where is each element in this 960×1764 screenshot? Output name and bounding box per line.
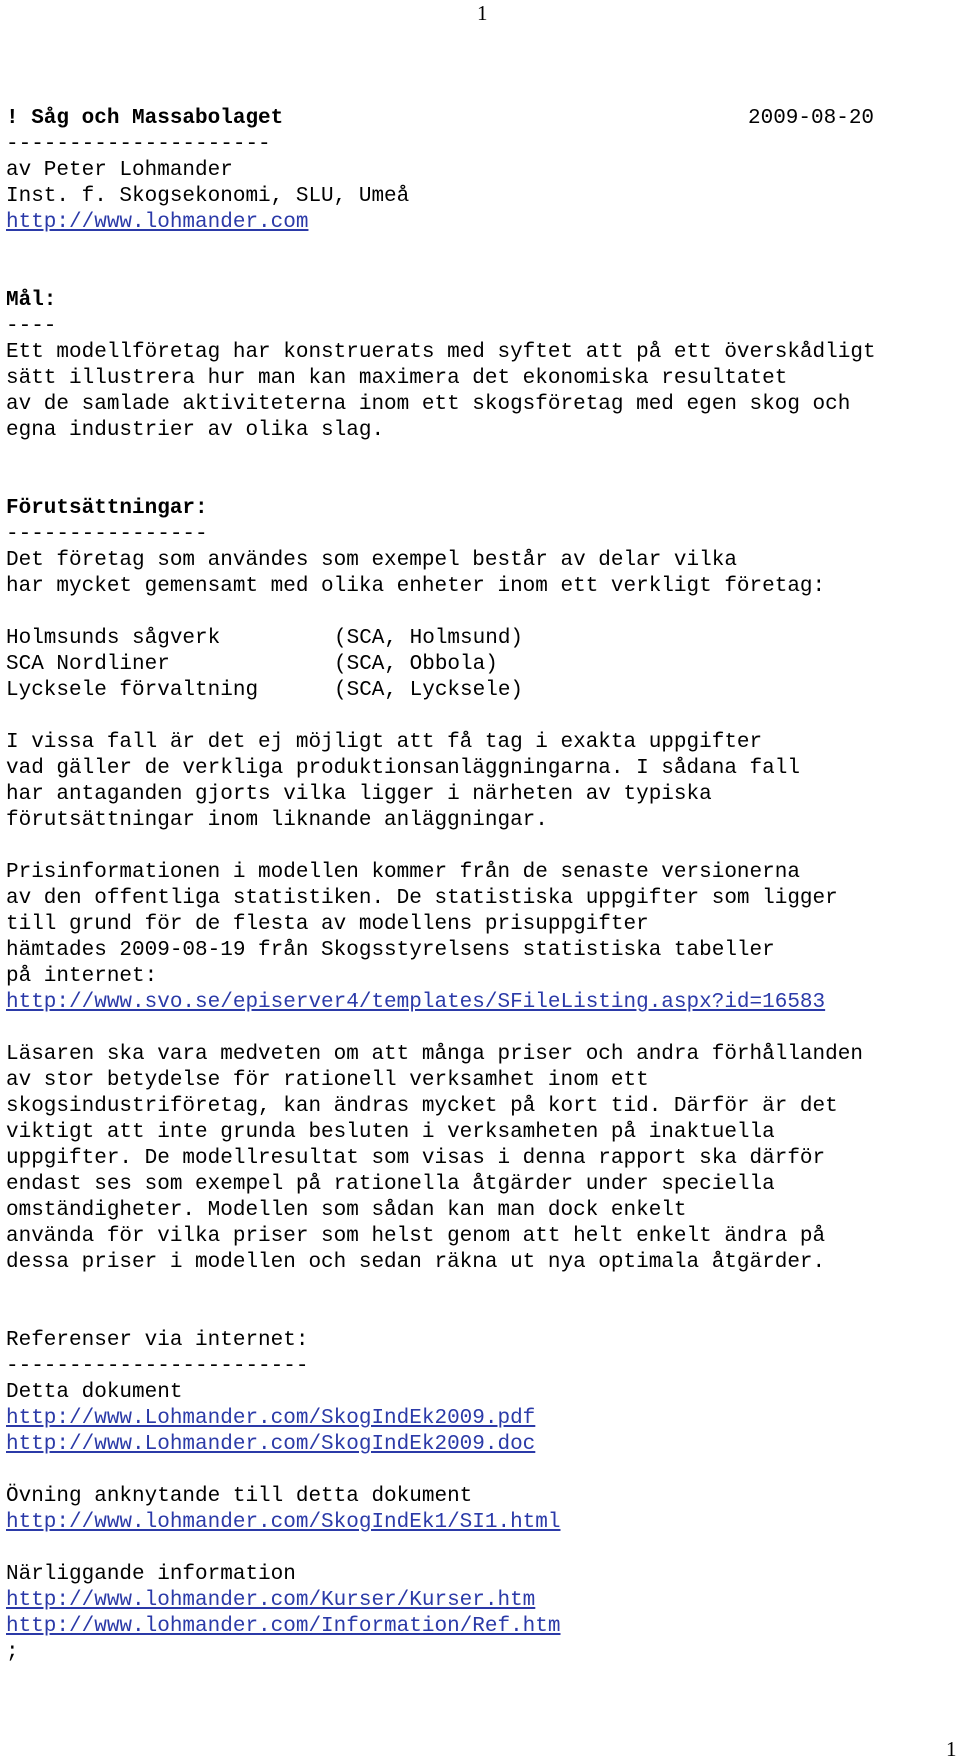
statistics-link[interactable]: http://www.svo.se/episerver4/templates/SFileListing.aspx?id=16583 <box>6 991 826 1014</box>
page-number-bottom: 1 <box>946 1737 957 1761</box>
unit-name: Holmsunds sågverk <box>6 627 221 650</box>
unit-owner: (SCA, Lycksele) <box>334 679 524 702</box>
courses-link[interactable]: http://www.lohmander.com/Kurser/Kurser.htm <box>6 1589 536 1612</box>
references-link[interactable]: http://www.lohmander.com/Information/Ref.htm <box>6 1615 561 1638</box>
paragraph-line: hämtades 2009-08-19 från Skogsstyrelsens statistiska tabeller <box>6 939 775 962</box>
paragraph-line: skogsindustriföretag, kan ändras mycket på kort tid. Därför är det <box>6 1095 838 1118</box>
paragraph-line: har antaganden gjorts vilka ligger i närheten av typiska <box>6 783 712 806</box>
forutsattningar-underline: ---------------- <box>6 523 208 546</box>
paragraph-line: på internet: <box>6 965 158 988</box>
author-line: av Peter Lohmander <box>6 159 233 182</box>
pdf-document-link[interactable]: http://www.Lohmander.com/SkogIndEk2009.pdf <box>6 1407 536 1430</box>
unit-name: SCA Nordliner <box>6 653 170 676</box>
reference-label: Övning anknytande till detta dokument <box>6 1485 473 1508</box>
document-date: 2009-08-20 <box>748 107 875 130</box>
reference-label: Närliggande information <box>6 1563 296 1586</box>
paragraph-line: av den offentliga statistiken. De statistiska uppgifter som ligger <box>6 887 838 910</box>
reference-label: Detta dokument <box>6 1381 183 1404</box>
paragraph-line: omständigheter. Modellen som sådan kan man dock enkelt <box>6 1199 687 1222</box>
end-marker: ; <box>6 1641 19 1664</box>
mal-heading: Mål: <box>6 289 57 312</box>
paragraph-line: använda för vilka priser som helst genom att helt enkelt ändra på <box>6 1225 826 1248</box>
referenser-underline: ------------------------ <box>6 1355 309 1378</box>
mal-text-line: egna industrier av olika slag. <box>6 419 385 442</box>
paragraph-line: vad gäller de verkliga produktionsanläggningarna. I sådana fall <box>6 757 800 780</box>
page-number-top: 1 <box>477 1 488 25</box>
paragraph-line: viktigt att inte grunda besluten i verksamheten på inaktuella <box>6 1121 775 1144</box>
paragraph-line: Läsaren ska vara medveten om att många priser och andra förhållanden <box>6 1043 863 1066</box>
unit-owner: (SCA, Obbola) <box>334 653 498 676</box>
document-title: ! Såg och Massabolaget <box>6 107 284 130</box>
unit-owner: (SCA, Holmsund) <box>334 627 524 650</box>
title-underline: --------------------- <box>6 133 271 156</box>
doc-document-link[interactable]: http://www.Lohmander.com/SkogIndEk2009.doc <box>6 1433 536 1456</box>
mal-text-line: sätt illustrera hur man kan maximera det ekonomiska resultatet <box>6 367 788 390</box>
forutsattningar-heading: Förutsättningar: <box>6 497 208 520</box>
mal-text-line: Ett modellföretag har konstruerats med syftet att på ett överskådligt <box>6 341 876 364</box>
referenser-heading: Referenser via internet: <box>6 1329 309 1352</box>
mal-text-line: av de samlade aktiviteterna inom ett skogsföretag med egen skog och <box>6 393 851 416</box>
paragraph-line: endast ses som exempel på rationella åtgärder under speciella <box>6 1173 775 1196</box>
institute-line: Inst. f. Skogsekonomi, SLU, Umeå <box>6 185 410 208</box>
paragraph-line: av stor betydelse för rationell verksamhet inom ett <box>6 1069 649 1092</box>
paragraph-line: dessa priser i modellen och sedan räkna ut nya optimala åtgärder. <box>6 1251 826 1274</box>
author-website-link[interactable]: http://www.lohmander.com <box>6 211 309 234</box>
paragraph-line: uppgifter. De modellresultat som visas i denna rapport ska därför <box>6 1147 826 1170</box>
paragraph-line: förutsättningar inom liknande anläggningar. <box>6 809 548 832</box>
paragraph-line: till grund för de flesta av modellens prisuppgifter <box>6 913 649 936</box>
mal-underline: ---- <box>6 315 57 338</box>
unit-name: Lycksele förvaltning <box>6 679 259 702</box>
paragraph-line: I vissa fall är det ej möjligt att få tag i exakta uppgifter <box>6 731 763 754</box>
intro-text-line: Det företag som användes som exempel består av delar vilka <box>6 549 737 572</box>
exercise-link[interactable]: http://www.lohmander.com/SkogIndEk1/SI1.html <box>6 1511 561 1534</box>
intro-text-line: har mycket gemensamt med olika enheter inom ett verkligt företag: <box>6 575 826 598</box>
paragraph-line: Prisinformationen i modellen kommer från de senaste versionerna <box>6 861 800 884</box>
